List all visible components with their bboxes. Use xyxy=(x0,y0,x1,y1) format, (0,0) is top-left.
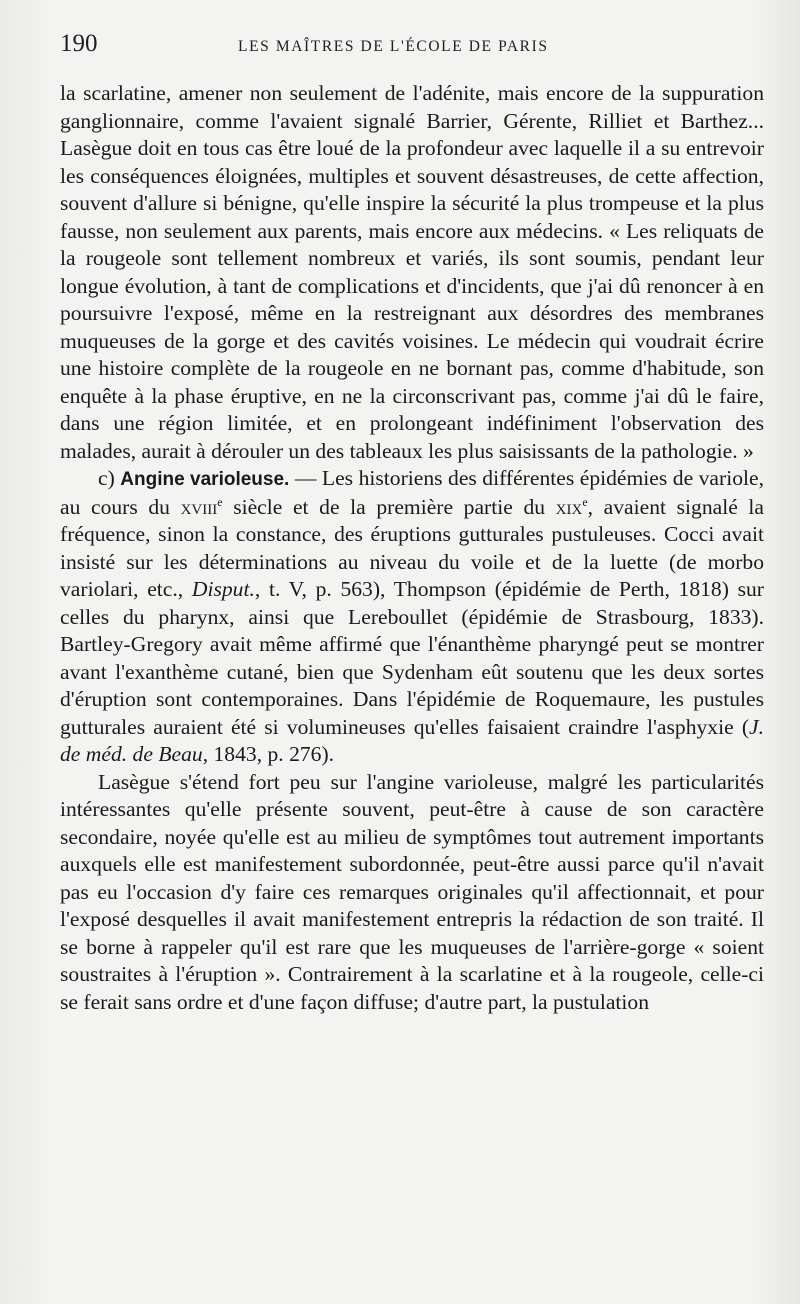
century-19-sup: e xyxy=(582,494,588,509)
section-text-4: , t. V, p. 563), Thompson (épidémie de Perth, 1818) sur celles du pharynx, ainsi que Lereboullet (épidémie de Strasbourg, 1833). Bartley-Gregory avait même affirmé que l'énanthème pharyngé peut se montrer avant l'exanthème cutané, bien que Sydenham eût soutenu que les deux sortes d'éruption sont contemporaines. Dans l'épidémie de Roquemaure, les pustules gutturales auraient été si volumineuses qu'elles faisaient craindre l'asphyxie ( xyxy=(60,577,764,739)
section-text-1: — Les historiens des différentes épidémies de variole, au cours du xyxy=(60,466,764,519)
section-label: c) xyxy=(98,466,115,490)
citation-journal: J. de méd. de Beau xyxy=(60,714,764,766)
section-heading: Angine varioleuse. xyxy=(120,469,290,490)
running-head: LES MAÎTRES DE L'ÉCOLE DE PARIS xyxy=(238,38,549,55)
section-text-5: , 1843, p. 276). xyxy=(202,742,335,766)
century-19: xix xyxy=(555,494,583,519)
page-number: 190 xyxy=(60,30,98,57)
paragraph-lasegue: Lasègue s'étend fort peu sur l'angine varioleuse, malgré les particularités intéressantes qu'elle présente souvent, peut-être à cause de son caractère secondaire, noyée qu'elle est au milieu de symptômes tout autrement importants auxquels elle est manifestement subordonnée, peut-être aussi parce qu'il n'avait pas eu l'occasion d'y faire ces remarques originales qu'il affectionnait, et pour l'exposé desquelles il avait manifestement entrepris la rédaction de son traité. Il se borne à rappeler qu'il est rare que les muqueuses de l'arrière-gorge « soient soustraites à l'éruption ». Contrairement à la scarlatine et à la rougeole, celle-ci se ferait sans ordre et d'une façon diffuse; d'autre part, la pustulation xyxy=(60,769,764,1014)
century-18-sup: e xyxy=(217,494,223,509)
body-text xyxy=(60,80,764,1016)
century-18: xviii xyxy=(180,494,218,519)
paragraph-scarlatine: la scarlatine, amener non seulement de l'adénite, mais encore de la suppuration ganglionnaire, comme l'avaient signalé Barrier, Gérente, Rilliet et Barthez... Lasègue doit en tous cas être loué de la profondeur avec laquelle il a su entrevoir les conséquences éloignées, multiples et souvent désastreuses, de cette affection, souvent d'allure si bénigne, qu'elle inspire la sécurité la plus trompeuse et la plus fausse, non seulement aux parents, mais encore aux médecins. « Les reliquats de la rougeole sont tellement nombreux et variés, ils sont soumis, pendant leur longue évolution, à tant de complications et d'incidents, que j'ai dû renoncer à en poursuivre l'exposé, même en la restreignant aux désordres des membranes muqueuses de la gorge et des cavités voisines. Le médecin qui voudrait écrire une histoire complète de la rougeole en ne bornant pas, comme d'habitude, son enquête à la phase éruptive, en ne la circonscrivant pas, comme j'ai dû le faire, dans une région limitée, et en prolongeant indéfiniment l'observation des malades, aurait à dérouler un des tableaux les plus saisissants de la pathologie. » xyxy=(60,81,764,463)
section-text-2: siècle et de la première partie du xyxy=(222,494,556,519)
page-header xyxy=(60,30,760,60)
section-text-3: , avaient signalé la fréquence, sinon la constance, des éruptions gutturales pustuleuses. Cocci avait insisté sur les déterminations au niveau du voile et de la luette (de morbo variolari, etc., xyxy=(60,494,764,601)
section-angine-varioleuse xyxy=(60,465,764,769)
citation-disput: Disput. xyxy=(191,577,255,601)
